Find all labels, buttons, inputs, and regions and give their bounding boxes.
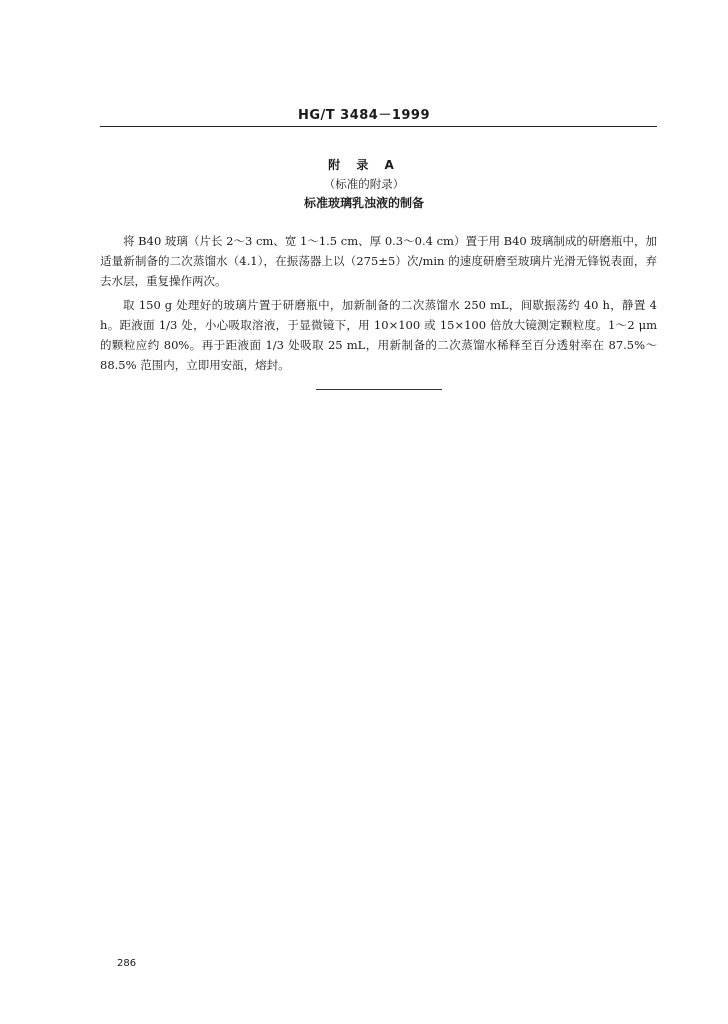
annex-name: 标准玻璃乳浊液的制备 — [303, 196, 424, 210]
paragraph-2: 取 150 g 处理好的玻璃片置于研磨瓶中，加新制备的二次蒸馏水 250 mL，间歇振荡约 40 h，静置 4 h。距液面 1/3 处，小心吸取溶液，于显微镜下，用 10×100 或 15×100 倍放大镜测定颗粒度。1～2 μm 的颗粒应约 80%。再于距液面 1/3 处吸取 25 mL，用新制备的二次蒸馏水稀释至百分透射率在 87.5%～88.5% 范围内，立即用安瓿，熔封。 — [100, 298, 657, 372]
annex-heading — [0, 156, 728, 213]
paragraph-1: 将 B40 玻璃（片长 2～3 cm、宽 1～1.5 cm、厚 0.3～0.4 cm）置于用 B40 玻璃制成的研磨瓶中，加适量新制备的二次蒸馏水（4.1），在振荡器上以（275±5）次/min 的速度研磨至玻璃片光滑无锋锐表面，弃去水层，重复操作两次。 — [100, 234, 657, 288]
page-number: 286 — [117, 958, 137, 969]
header-rule — [100, 126, 657, 127]
annex-title: 附 录 A — [328, 158, 400, 172]
standard-code-header: HG/T 3484－1999 — [297, 108, 431, 123]
annex-subtitle: （标准的附录） — [323, 177, 405, 191]
end-rule — [316, 389, 442, 390]
body-text — [100, 231, 657, 379]
